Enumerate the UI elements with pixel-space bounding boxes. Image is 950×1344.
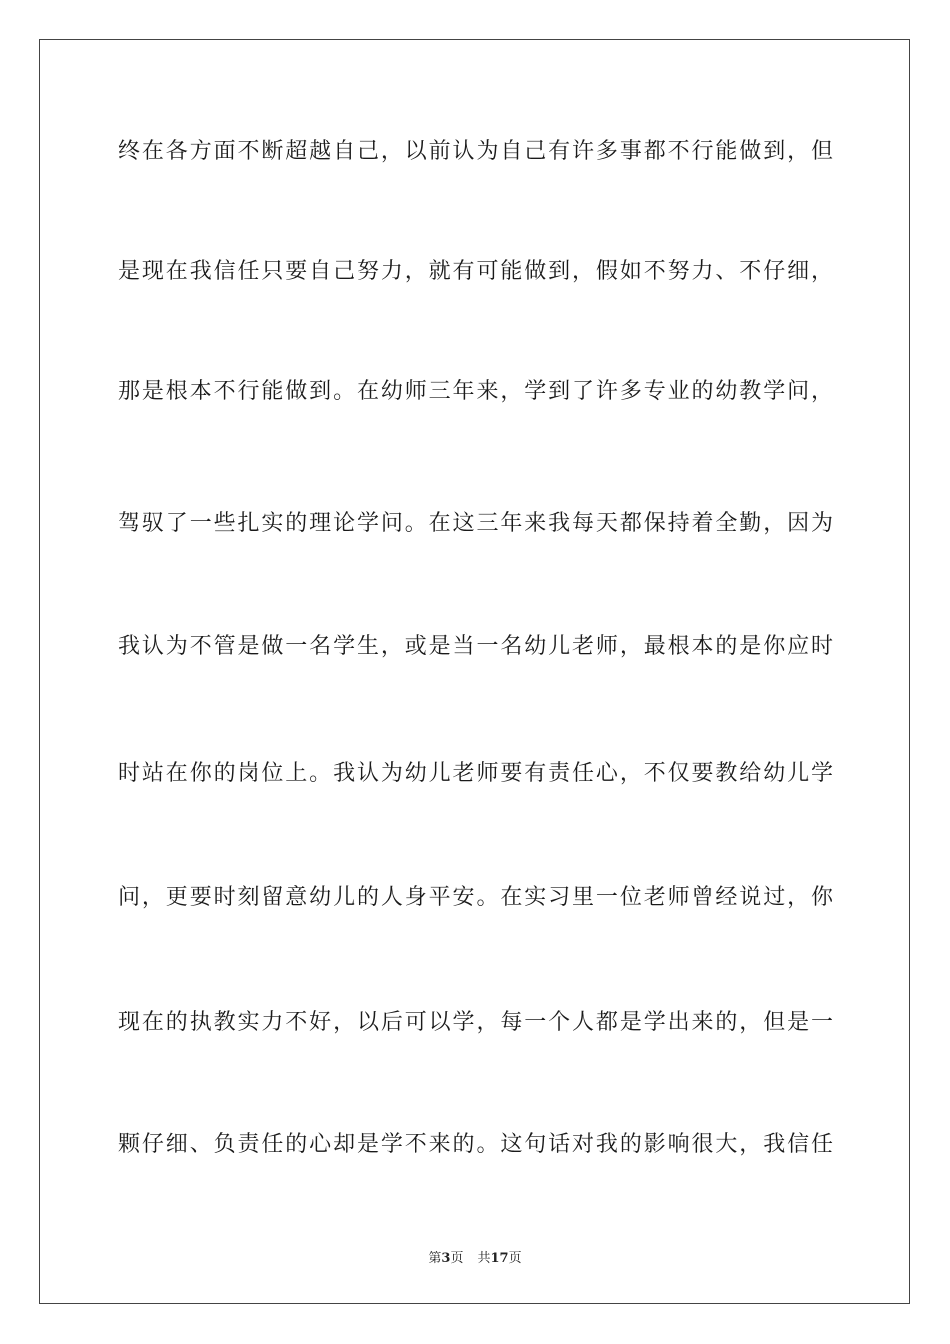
- page-suffix: 页: [450, 1251, 464, 1266]
- page-footer: [0, 1247, 950, 1266]
- text-line-1: 终在各方面不断超越自己，以前认为自己有许多事都不行能做到，但: [118, 139, 834, 164]
- text-line-2: 是现在我信任只要自己努力，就有可能做到，假如不努力、不仔细，: [118, 259, 834, 284]
- page-total: 17: [490, 1251, 509, 1266]
- text-line-7: 问，更要时刻留意幼儿的人身平安。在实习里一位老师曾经说过，你: [118, 885, 834, 910]
- text-line-8: 现在的执教实力不好，以后可以学，每一个人都是学出来的，但是一: [118, 1010, 834, 1035]
- page-border: [39, 39, 910, 1304]
- text-line-3: 那是根本不行能做到。在幼师三年来，学到了许多专业的幼教学问，: [118, 379, 834, 404]
- text-line-4: 驾驭了一些扎实的理论学问。在这三年来我每天都保持着全勤，因为: [118, 511, 834, 536]
- total-suffix: 页: [508, 1251, 522, 1266]
- text-line-9: 颗仔细、负责任的心却是学不来的。这句话对我的影响很大，我信任: [118, 1132, 834, 1157]
- text-line-6: 时站在你的岗位上。我认为幼儿老师要有责任心，不仅要教给幼儿学: [118, 761, 834, 786]
- total-prefix: 共: [477, 1251, 491, 1266]
- page-prefix: 第: [428, 1251, 442, 1266]
- text-line-5: 我认为不管是做一名学生，或是当一名幼儿老师，最根本的是你应时: [118, 634, 834, 659]
- page-current: 3: [441, 1251, 451, 1266]
